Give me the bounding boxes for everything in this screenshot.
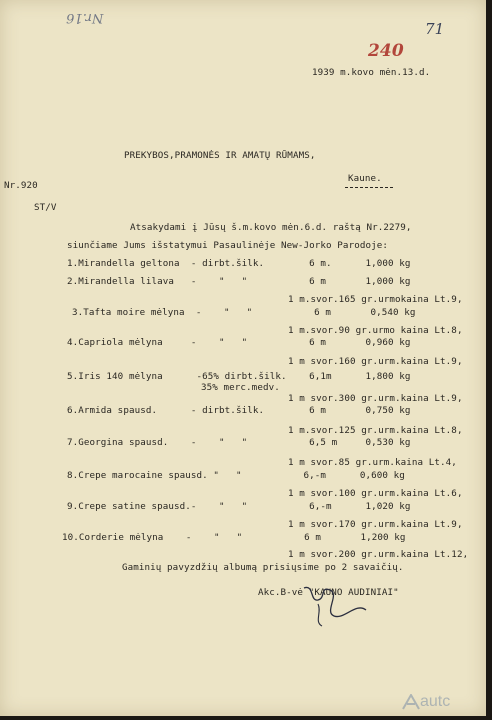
item-line: 9.Crepe satine spausd.- " " 6,-m 1,020 kg <box>67 501 411 512</box>
item-line: 8.Crepe marocaine spausd. " " 6,-m 0,600 kg <box>67 470 405 481</box>
closing-line: Gaminių pavyzdžių albumą prisiųsime po 2 savaičių. <box>122 562 404 573</box>
item-line: 4.Capriola mėlyna - " " 6 m 0,960 kg <box>67 337 411 348</box>
city: Kaune. <box>348 173 382 184</box>
item-line: 3.Tafta moire mėlyna - " " 6 m 0,540 kg <box>72 307 416 318</box>
registration-number: Nr.920 <box>4 180 38 191</box>
addressee: PREKYBOS,PRAMONĖS IR AMATŲ RŪMAMS, <box>124 150 316 161</box>
item-line: 2.Mirandella lilava - " " 6 m 1,000 kg <box>67 276 411 287</box>
item-line: 1 m.svor.125 gr.urm.kaina Lt.8, <box>288 425 463 436</box>
item-line: 1 m svor.200 gr.urm.kaina Lt.12, <box>288 549 469 560</box>
city-underline <box>345 187 393 188</box>
watermark-logo-icon <box>402 694 420 710</box>
item-line: 6.Armida spausd. - dirbt.šilk. 6 m 0,750 kg <box>67 405 411 416</box>
watermark: autc <box>420 693 451 710</box>
item-line: 1 m svor.160 gr.urm.kaina Lt.9, <box>288 356 463 367</box>
intro-line-1: Atsakydami į Jūsų š.m.kovo mėn.6.d. raštą Nr.2279, <box>130 222 412 233</box>
red-stamp-number: 240 <box>368 41 404 61</box>
page-number: 71 <box>425 20 445 38</box>
item-line: 35% merc.medv. <box>201 382 280 393</box>
item-line: 1 m svor.85 gr.urm.kaina Lt.4, <box>288 457 457 468</box>
item-line: 1 m.svor.90 gr.urmo kaina Lt.8, <box>288 325 463 336</box>
item-line: 1 m svor.170 gr.urm.kaina Lt.9, <box>288 519 463 530</box>
handwritten-signature <box>300 582 370 630</box>
initials: ST/V <box>34 202 57 213</box>
item-line: 1 m svor.100 gr.urm.kaina Lt.6, <box>288 488 463 499</box>
item-line: 7.Georgina spausd. - " " 6,5 m 0,530 kg <box>67 437 411 448</box>
item-line: 1.Mirandella geltona - dirbt.šilk. 6 m. 1,000 kg <box>67 258 411 269</box>
item-line: 1 m svor.300 gr.urm.kaina Lt.9, <box>288 393 463 404</box>
signature-line: Akc.B-vė "KAUNO AUDINIAI" <box>258 587 399 598</box>
intro-line-2: siunčiame Jums išstatymui Pasaulinėje New-Jorko Parodoje: <box>67 240 388 251</box>
item-line: 10.Corderie mėlyna - " " 6 m 1,200 kg <box>62 532 406 543</box>
letter-date: 1939 m.kovo mėn.13.d. <box>312 67 431 78</box>
item-line: 1 m.svor.165 gr.urmokaina Lt.9, <box>288 294 463 305</box>
item-line: 5.Iris 140 mėlyna -65% dirbt.šilk. 6,1m 1,800 kg <box>67 371 411 382</box>
corner-note: Nr.16 <box>66 10 104 25</box>
